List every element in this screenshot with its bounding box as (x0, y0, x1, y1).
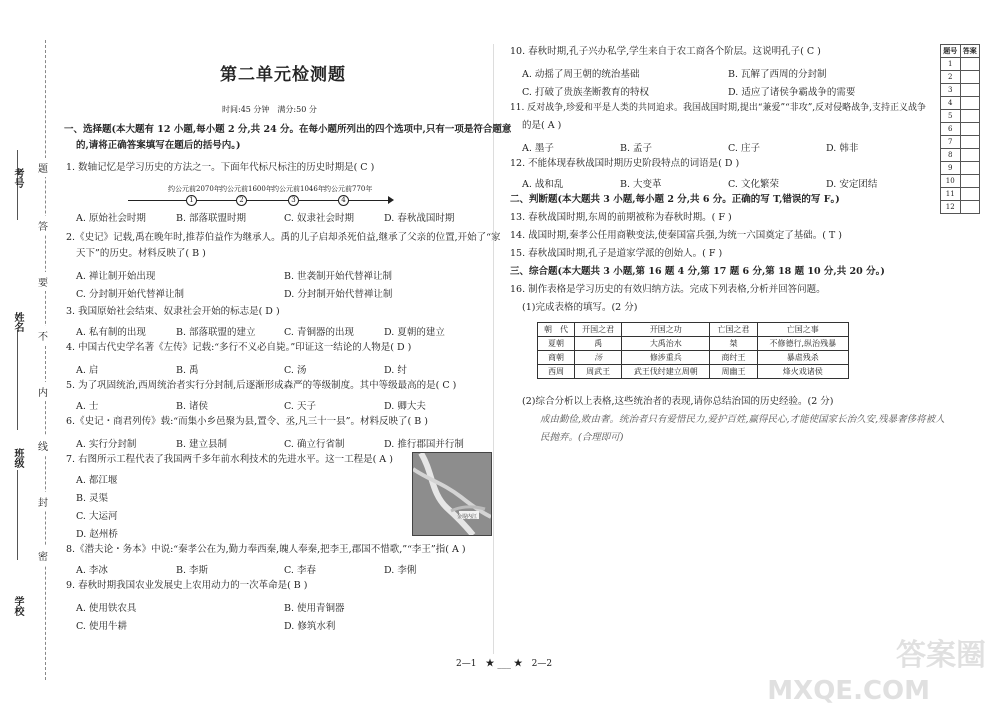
table-cell: 夏朝 (538, 337, 575, 351)
q1-option-a: A. 原始社会时期 (76, 213, 146, 224)
table-cell: 周武王 (575, 365, 622, 379)
answer-grid-blank[interactable] (960, 201, 980, 214)
table-cell: 大禹治水 (622, 337, 710, 351)
answer-grid-blank[interactable] (960, 58, 980, 71)
table-row (538, 337, 849, 351)
question-2: 2.《史记》记载,禹在晚年时,推荐伯益作为继承人。禹的儿子启却杀死伯益,继承了父亲的位置,开始了“家 (66, 232, 501, 243)
q4-option-c: C. 汤 (284, 365, 307, 376)
q5-option-a: A. 士 (76, 401, 99, 412)
table-row (538, 365, 849, 379)
answer-grid-row (941, 162, 980, 175)
table-cell: 汤 (575, 351, 622, 365)
binding-strip (0, 0, 60, 716)
table-cell: 暴虐残杀 (757, 351, 848, 365)
q9-option-c: C. 使用牛耕 (76, 621, 127, 632)
answer-grid-row (941, 123, 980, 136)
answer-grid-blank[interactable] (960, 97, 980, 110)
timeline (128, 185, 394, 204)
answer-grid-row (941, 84, 980, 97)
question-12: 12. 不能体现春秋战国时期历史阶段特点的词语是( D ) (510, 158, 740, 169)
answer-grid-num: 6 (941, 123, 961, 136)
section-2-heading: 二、判断题(本大题共 3 小题,每小题 2 分,共 6 分。正确的写 T,错误的写 F。) (510, 194, 840, 205)
watermark-logo: 答案圈 (896, 638, 986, 673)
q6-option-a: A. 实行分封制 (76, 439, 137, 450)
question-7: 7. 右图所示工程代表了我国两千多年前水利技术的先进水平。这一工程是( A ) (66, 454, 393, 465)
answer-grid-num: 12 (941, 201, 961, 214)
answer-grid-num: 1 (941, 58, 961, 71)
q10-option-d: D. 适应了诸侯争霸战争的需要 (728, 87, 856, 98)
q3-option-d: D. 夏朝的建立 (384, 327, 445, 338)
q8-option-a: A. 李冰 (76, 565, 108, 576)
name-label: 姓名 (12, 312, 23, 332)
answer-grid-num: 7 (941, 136, 961, 149)
q10-option-c: C. 打破了贵族垄断教育的特权 (522, 87, 649, 98)
table-cell: 周幽王 (710, 365, 757, 379)
q9-option-b: B. 使用青铜器 (284, 603, 345, 614)
answer-grid-num: 3 (941, 84, 961, 97)
answer-grid-blank[interactable] (960, 175, 980, 188)
timeline-node: 4 (338, 195, 349, 206)
q6-option-d: D. 推行郡国并行制 (384, 439, 464, 450)
answer-line-2: 民抛弃。(合理即可) (540, 432, 624, 443)
answer-grid-blank[interactable] (960, 71, 980, 84)
section-1-heading-2: 的,请将正确答案填写在题后的括号内。) (76, 140, 241, 151)
answer-grid (940, 44, 980, 214)
answer-grid-blank[interactable] (960, 188, 980, 201)
answer-grid-row (941, 97, 980, 110)
map-illustration (413, 453, 491, 535)
map-label: 金堤内江 (457, 514, 478, 520)
exam-no-label: 考号 (12, 168, 23, 188)
answer-grid-head-cell: 答案 (960, 45, 980, 58)
question-11: 11. 反对战争,珍爱和平是人类的共同追求。我国战国时期,提出“兼爱”“非攻”,反对侵略战争,支持正义战争 (510, 103, 927, 113)
answer-grid-row (941, 136, 980, 149)
section-1-heading: 一、选择题(本大题有 12 小题,每小题 2 分,共 24 分。在每小题所列出的四个选项中,只有一项是符合题意 (64, 124, 512, 135)
timeline-label: 约公元前1046年 (272, 185, 325, 193)
table-cell: 不修德行,纵治残暴 (757, 337, 848, 351)
answer-grid-row (941, 58, 980, 71)
q7-option-c: C. 大运河 (76, 511, 118, 522)
question-14: 14. 战国时期,秦孝公任用商鞅变法,使秦国富兵强,为统一六国奠定了基础。( T ) (510, 230, 842, 241)
seal-char: 密 (38, 546, 48, 565)
timeline-label: 约公元前770年 (324, 185, 373, 193)
q10-option-b: B. 瓦解了西周的分封制 (728, 69, 827, 80)
timeline-label: 约公元前2070年 (168, 185, 221, 193)
dujiangyan-map (412, 452, 492, 536)
question-2-cont: 天下”的历史。材料反映了( B ) (76, 248, 206, 259)
answer-grid-num: 9 (941, 162, 961, 175)
q7-option-b: B. 灵渠 (76, 493, 109, 504)
q11-option-b: B. 孟子 (620, 143, 653, 154)
answer-grid-row (941, 175, 980, 188)
answer-grid-num: 2 (941, 71, 961, 84)
table-row (538, 351, 849, 365)
question-16-1: (1)完成表格的填写。(2 分) (522, 302, 638, 313)
q4-option-b: B. 禹 (176, 365, 199, 376)
question-5: 5. 为了巩固统治,西周统治者实行分封制,后逐渐形成森严的等级制度。其中等级最高的是( C ) (66, 380, 457, 391)
q6-option-c: C. 确立行省制 (284, 439, 345, 450)
q9-option-d: D. 修筑水利 (284, 621, 336, 632)
timeline-label: 约公元前1600年 (220, 185, 273, 193)
q7-option-d: D. 赵州桥 (76, 529, 118, 540)
seal-char: 不 (38, 326, 48, 345)
question-8: 8.《潜夫论・务本》中说:“秦孝公在为,勤力奉西秦,魄人奉秦,把李王,郡国不惜歌,”“李王”指( A ) (66, 544, 466, 555)
q11-option-d: D. 韩非 (826, 143, 859, 154)
q2-option-c: C. 分封制开始代替禅让制 (76, 289, 184, 300)
answer-grid-row (941, 201, 980, 214)
q1-option-b: B. 部落联盟时期 (176, 213, 247, 224)
table-header-cell: 开国之功 (622, 323, 710, 337)
question-10: 10. 春秋时期,孔子兴办私学,学生来自于农工商各个阶层。这说明孔子( C ) (510, 46, 821, 57)
timeline-node: 3 (288, 195, 299, 206)
page-title: 第二单元检测题 (220, 65, 346, 85)
table-cell: 烽火戏诸侯 (757, 365, 848, 379)
table-header-cell: 亡国之君 (710, 323, 757, 337)
answer-grid-blank[interactable] (960, 123, 980, 136)
dynasty-table (537, 322, 849, 379)
q9-option-a: A. 使用铁农具 (76, 603, 137, 614)
seal-char: 答 (38, 216, 48, 235)
table-header-cell: 朝 代 (538, 323, 575, 337)
answer-line-1: 成由勤俭,败由奢。统治者只有爱惜民力,爱护百姓,赢得民心,才能使国家长治久安,残暴奢侈将被人 (540, 414, 945, 425)
q11-option-a: A. 墨子 (522, 143, 554, 154)
q12-option-c: C. 文化繁荣 (728, 179, 779, 190)
answer-grid-blank[interactable] (960, 136, 980, 149)
seal-char: 题 (38, 158, 48, 177)
seal-char: 封 (38, 492, 48, 511)
q8-option-c: C. 李春 (284, 565, 316, 576)
table-header-cell: 开国之君 (575, 323, 622, 337)
q8-option-b: B. 李斯 (176, 565, 209, 576)
school-label: 学校 (12, 596, 23, 616)
question-16-2: (2)综合分析以上表格,这些统治者的表现,请你总结治国的历史经验。(2 分) (522, 396, 834, 407)
answer-grid-num: 5 (941, 110, 961, 123)
q5-option-b: B. 诸侯 (176, 401, 209, 412)
q5-option-d: D. 卿大夫 (384, 401, 426, 412)
field-line-2 (17, 330, 18, 430)
q5-option-c: C. 天子 (284, 401, 316, 412)
seal-char: 线 (38, 436, 48, 455)
answer-grid-row (941, 188, 980, 201)
field-line-3 (17, 470, 18, 560)
timeline-node: 2 (236, 195, 247, 206)
answer-grid-blank[interactable] (960, 149, 980, 162)
q3-option-b: B. 部落联盟的建立 (176, 327, 256, 338)
answer-grid-num: 4 (941, 97, 961, 110)
q12-option-b: B. 大变革 (620, 179, 662, 190)
q6-option-b: B. 建立县制 (176, 439, 228, 450)
answer-grid-num: 11 (941, 188, 961, 201)
page-footer: 2—1 ★ ___ ★ 2—2 (456, 659, 553, 669)
table-cell: 武王伐纣建立周朝 (622, 365, 710, 379)
q4-option-d: D. 纣 (384, 365, 407, 376)
answer-grid-row (941, 71, 980, 84)
q1-option-d: D. 春秋战国时期 (384, 213, 455, 224)
q4-option-a: A. 启 (76, 365, 99, 376)
table-header-row (538, 323, 849, 337)
binding-dashed-line (45, 40, 46, 680)
answer-grid-blank[interactable] (960, 162, 980, 175)
table-cell: 商朝 (538, 351, 575, 365)
q2-option-b: B. 世袭制开始代替禅让制 (284, 271, 393, 282)
table-cell: 修涉重兵 (622, 351, 710, 365)
section-3-heading: 三、综合题(本大题共 3 小题,第 16 题 4 分,第 17 题 6 分,第 18 题 10 分,共 20 分。) (510, 266, 885, 277)
seal-char: 内 (38, 382, 48, 401)
q12-option-d: D. 安定团结 (826, 179, 878, 190)
table-cell: 西周 (538, 365, 575, 379)
question-3: 3. 我国原始社会结束、奴隶社会开始的标志是( D ) (66, 306, 280, 317)
answer-grid-row (941, 110, 980, 123)
table-cell: 商纣王 (710, 351, 757, 365)
answer-grid-header (941, 45, 980, 58)
answer-grid-blank[interactable] (960, 84, 980, 97)
seal-char: 要 (38, 272, 48, 291)
q1-option-c: C. 奴隶社会时期 (284, 213, 354, 224)
q3-option-c: C. 青铜器的出现 (284, 327, 354, 338)
class-label: 班级 (12, 448, 23, 468)
timeline-axis (128, 200, 390, 201)
q11-option-c: C. 庄子 (728, 143, 760, 154)
answer-grid-head-cell: 题号 (941, 45, 961, 58)
q3-option-a: A. 私有制的出现 (76, 327, 146, 338)
answer-grid-num: 10 (941, 175, 961, 188)
question-16: 16. 制作表格是学习历史的有效归纳方法。完成下列表格,分析并回答问题。 (510, 284, 826, 295)
question-4: 4. 中国古代史学名著《左传》记载:“多行不义必自毙。”印证这一结论的人物是( D ) (66, 342, 412, 353)
question-1: 1. 数轴记忆是学习历史的方法之一。下面年代标尺标注的历史时期是( C ) (66, 162, 375, 173)
table-cell: 桀 (710, 337, 757, 351)
q7-option-a: A. 都江堰 (76, 475, 118, 486)
q2-option-a: A. 禅让制开始出现 (76, 271, 156, 282)
question-13: 13. 春秋战国时期,东周的前期被称为春秋时期。( F ) (510, 212, 732, 223)
question-15: 15. 春秋战国时期,孔子是道家学派的创始人。( F ) (510, 248, 723, 259)
timeline-arrow (388, 196, 394, 204)
exam-meta: 时间:45 分钟 满分:50 分 (222, 105, 317, 114)
table-cell: 禹 (575, 337, 622, 351)
q8-option-d: D. 李俐 (384, 565, 417, 576)
q10-option-a: A. 动摇了周王朝的统治基础 (522, 69, 640, 80)
answer-grid-row (941, 149, 980, 162)
question-9: 9. 春秋时期我国农业发展史上农用动力的一次革命是( B ) (66, 580, 308, 591)
answer-grid-num: 8 (941, 149, 961, 162)
answer-grid-blank[interactable] (960, 110, 980, 123)
watermark-url: MXQE.COM (767, 676, 930, 706)
q12-option-a: A. 战和乱 (522, 179, 564, 190)
question-6: 6.《史记・商君列传》载:“而集小乡邑聚为县,置令、丞,凡三十一县”。材料反映了( B ) (66, 416, 428, 427)
q2-option-d: D. 分封制开始代替禅让制 (284, 289, 393, 300)
question-11-cont: 的是( A ) (522, 120, 562, 131)
table-header-cell: 亡国之事 (757, 323, 848, 337)
timeline-node: 1 (186, 195, 197, 206)
